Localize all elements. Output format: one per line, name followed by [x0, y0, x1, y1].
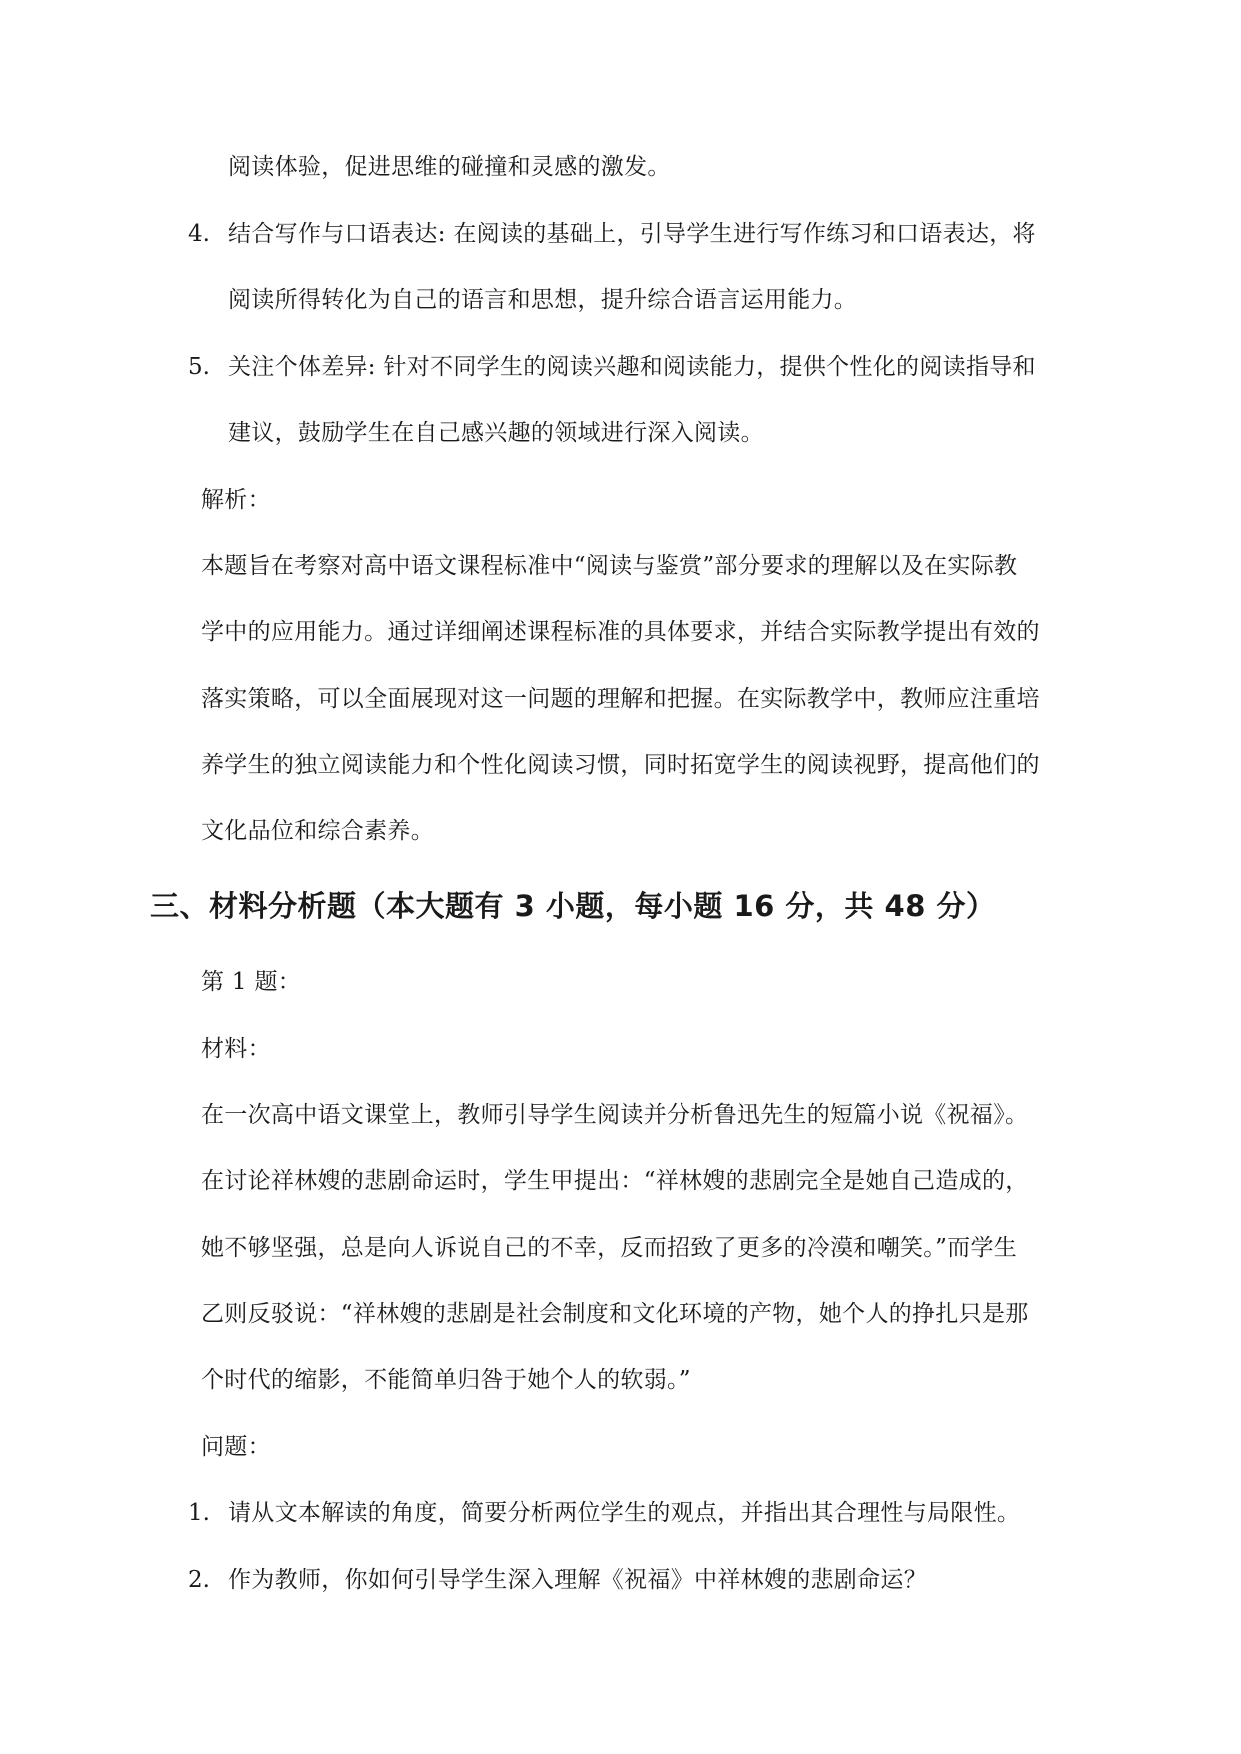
problem-text: 作为教师，你如何引导学生深入理解《祝福》中祥林嫂的悲剧命运？: [228, 1567, 927, 1593]
analysis-line: 学中的应用能力。通过详细阐述课程标准的具体要求，并结合实际教学提出有效的: [201, 619, 1040, 645]
problem-label: 问题：: [201, 1434, 271, 1460]
item-text-line: 阅读所得转化为自己的语言和思想，提升综合语言运用能力。: [228, 287, 858, 313]
item-text-line: 结合写作与口语表达: 在阅读的基础上，引导学生进行写作练习和口语表达，将: [228, 221, 1036, 247]
question-label: 第 1 题：: [201, 969, 302, 995]
material-line: 个时代的缩影，不能简单归咎于她个人的软弱。”: [201, 1367, 691, 1393]
material-line: 在讨论祥林嫂的悲剧命运时，学生甲提出：“祥林嫂的悲剧完全是她自己造成的，: [201, 1168, 1029, 1194]
continuation-line: 阅读体验，促进思维的碰撞和灵感的激发。: [228, 154, 671, 180]
problem-number: 1.: [188, 1500, 210, 1526]
material-line: 乙则反驳说：“祥林嫂的悲剧是社会制度和文化环境的产物，她个人的挣扎只是那: [201, 1301, 1029, 1327]
material-label: 材料：: [201, 1036, 271, 1062]
analysis-line: 落实策略，可以全面展现对这一问题的理解和把握。在实际教学中，教师应注重培: [201, 686, 1040, 712]
item-number: 5.: [188, 354, 210, 380]
item-text-line: 建议，鼓励学生在自己感兴趣的领域进行深入阅读。: [228, 420, 764, 446]
problem-text: 请从文本解读的角度，简要分析两位学生的观点，并指出其合理性与局限性。: [228, 1500, 1021, 1526]
item-number: 4.: [188, 221, 210, 247]
analysis-line: 本题旨在考察对高中语文课程标准中“阅读与鉴赏”部分要求的理解以及在实际教: [201, 553, 1018, 579]
material-line: 在一次高中语文课堂上，教师引导学生阅读并分析鲁迅先生的短篇小说《祝福》。: [201, 1102, 1029, 1128]
analysis-line: 文化品位和综合素养。: [201, 818, 434, 844]
material-line: 她不够坚强，总是向人诉说自己的不幸，反而招致了更多的冷漠和嘲笑。”而学生: [201, 1235, 1018, 1261]
problem-number: 2.: [188, 1567, 210, 1593]
analysis-label: 解析：: [201, 487, 271, 513]
analysis-line: 养学生的独立阅读能力和个性化阅读习惯，同时拓宽学生的阅读视野，提高他们的: [201, 752, 1040, 778]
section-heading: 三、材料分析题（本大题有 3 小题，每小题 16 分，共 48 分）: [150, 889, 996, 923]
item-text-line: 关注个体差异: 针对不同学生的阅读兴趣和阅读能力，提供个性化的阅读指导和: [228, 354, 1036, 380]
